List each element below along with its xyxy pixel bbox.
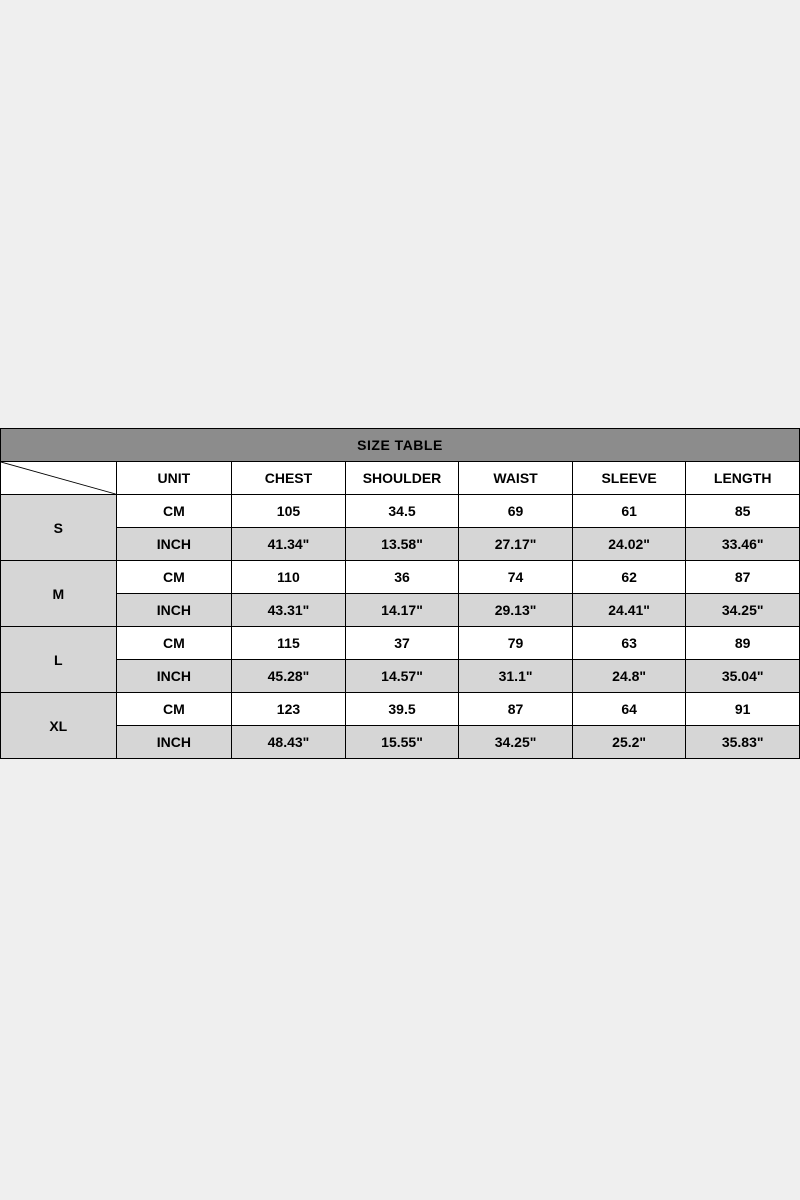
value-chest: 115 (232, 627, 346, 660)
value-waist: 87 (459, 693, 573, 726)
table-header-row (1, 462, 800, 495)
column-header-length: LENGTH (686, 462, 800, 495)
value-chest: 43.31" (232, 594, 346, 627)
size-label-xl: XL (1, 693, 117, 759)
table-row (1, 561, 800, 594)
value-length: 33.46" (686, 528, 800, 561)
table-row (1, 495, 800, 528)
value-shoulder: 37 (345, 627, 459, 660)
size-label-l: L (1, 627, 117, 693)
column-header-unit: UNIT (116, 462, 232, 495)
table-row (1, 726, 800, 759)
value-shoulder: 13.58" (345, 528, 459, 561)
value-chest: 45.28" (232, 660, 346, 693)
value-sleeve: 62 (572, 561, 686, 594)
value-chest: 41.34" (232, 528, 346, 561)
size-label-m: M (1, 561, 117, 627)
corner-diagonal-cell (1, 462, 117, 495)
column-header-sleeve: SLEEVE (572, 462, 686, 495)
unit-cell: CM (116, 693, 232, 726)
value-length: 89 (686, 627, 800, 660)
value-waist: 27.17" (459, 528, 573, 561)
value-length: 87 (686, 561, 800, 594)
size-table (0, 428, 800, 759)
value-shoulder: 34.5 (345, 495, 459, 528)
table-row (1, 660, 800, 693)
value-waist: 69 (459, 495, 573, 528)
table-title-row (1, 429, 800, 462)
table-row (1, 594, 800, 627)
value-length: 91 (686, 693, 800, 726)
value-shoulder: 39.5 (345, 693, 459, 726)
value-chest: 123 (232, 693, 346, 726)
value-waist: 79 (459, 627, 573, 660)
value-sleeve: 61 (572, 495, 686, 528)
value-length: 35.83" (686, 726, 800, 759)
value-sleeve: 64 (572, 693, 686, 726)
column-header-waist: WAIST (459, 462, 573, 495)
unit-cell: INCH (116, 726, 232, 759)
diagonal-line-icon (1, 462, 116, 494)
value-waist: 74 (459, 561, 573, 594)
value-chest: 48.43" (232, 726, 346, 759)
table-row (1, 528, 800, 561)
value-waist: 34.25" (459, 726, 573, 759)
unit-cell: CM (116, 561, 232, 594)
column-header-chest: CHEST (232, 462, 346, 495)
value-shoulder: 36 (345, 561, 459, 594)
value-chest: 110 (232, 561, 346, 594)
unit-cell: CM (116, 627, 232, 660)
value-sleeve: 24.02" (572, 528, 686, 561)
column-header-shoulder: SHOULDER (345, 462, 459, 495)
value-shoulder: 15.55" (345, 726, 459, 759)
unit-cell: INCH (116, 528, 232, 561)
value-chest: 105 (232, 495, 346, 528)
value-length: 85 (686, 495, 800, 528)
page-title: SIZE TABLE (1, 429, 800, 462)
size-label-s: S (1, 495, 117, 561)
table-row (1, 627, 800, 660)
value-sleeve: 25.2" (572, 726, 686, 759)
value-sleeve: 24.8" (572, 660, 686, 693)
value-length: 35.04" (686, 660, 800, 693)
value-sleeve: 24.41" (572, 594, 686, 627)
size-table-container (0, 428, 800, 759)
value-shoulder: 14.57" (345, 660, 459, 693)
unit-cell: INCH (116, 594, 232, 627)
unit-cell: CM (116, 495, 232, 528)
value-shoulder: 14.17" (345, 594, 459, 627)
value-length: 34.25" (686, 594, 800, 627)
value-waist: 29.13" (459, 594, 573, 627)
value-sleeve: 63 (572, 627, 686, 660)
table-row (1, 693, 800, 726)
value-waist: 31.1" (459, 660, 573, 693)
unit-cell: INCH (116, 660, 232, 693)
